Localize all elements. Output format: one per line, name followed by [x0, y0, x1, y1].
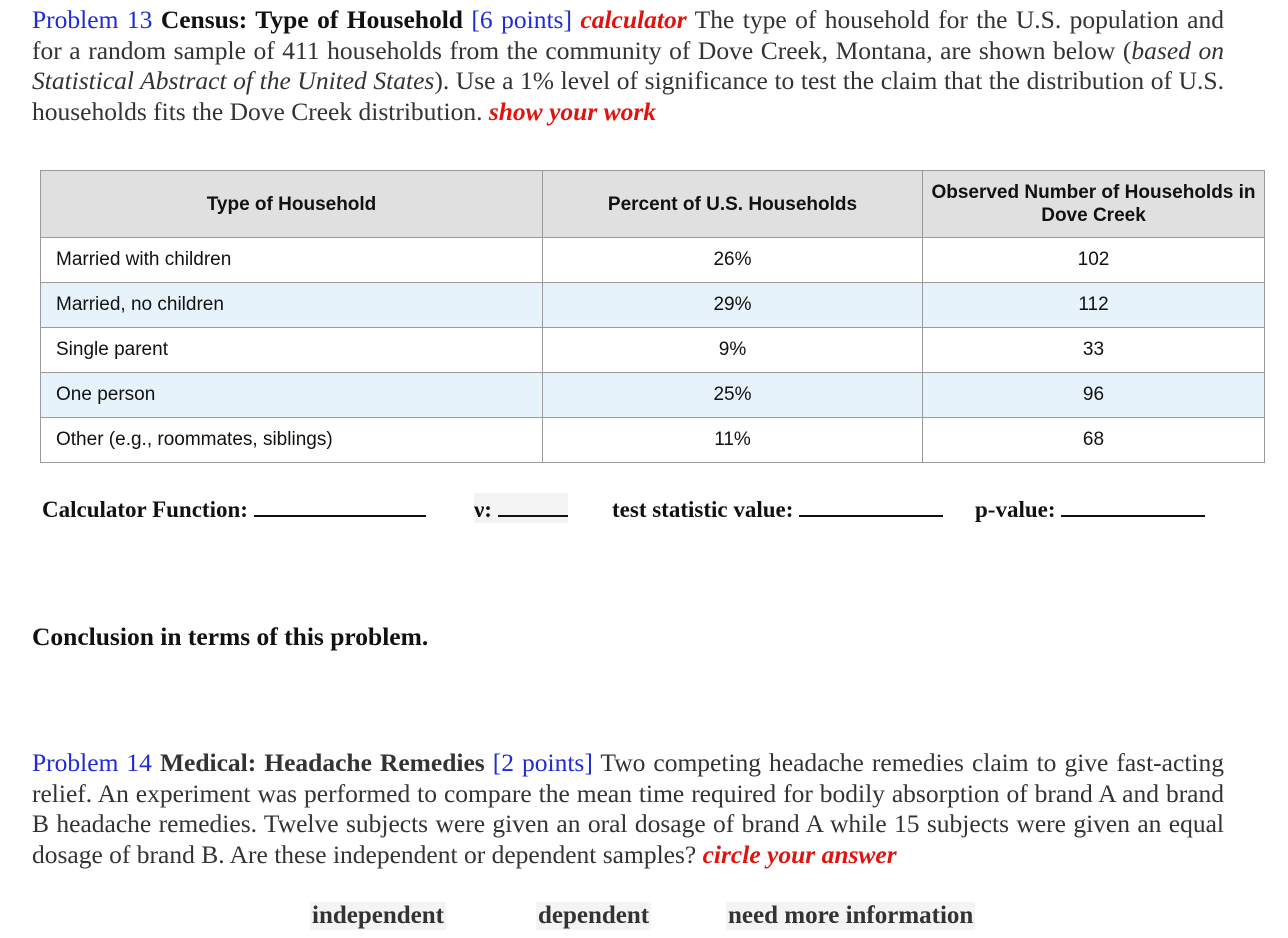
problem-13-label: Problem 13: [32, 5, 153, 34]
cell-percent: 29%: [543, 283, 923, 328]
problem-13-points: [6 points]: [471, 5, 572, 34]
problem-13-source: based on Statistical Abstract of the United States: [32, 35, 1224, 95]
header-type: Type of Household: [41, 171, 543, 238]
cell-observed: 33: [923, 328, 1265, 373]
problem-13-text-a: The type of household for the U.S. population and for a random sample of 411 households from the community of Dove Creek, Montana, are shown below (: [32, 5, 1224, 65]
table-row: [41, 418, 1265, 463]
problem-14-label: Problem 14: [32, 748, 152, 777]
problem-14-instruction: circle your answer: [702, 839, 897, 869]
problem-14-title: Medical: Headache Remedies: [159, 748, 485, 777]
option-independent[interactable]: independent: [312, 902, 444, 929]
problem-14-statement: [32, 748, 1224, 870]
cell-observed: 68: [923, 418, 1265, 463]
problem-13-statement: [32, 5, 1224, 127]
calculator-function-field: [42, 493, 426, 523]
cell-type: Other (e.g., roommates, siblings): [41, 418, 543, 463]
cell-percent: 9%: [543, 328, 923, 373]
cell-type: One person: [41, 373, 543, 418]
test-statistic-blank[interactable]: [799, 493, 943, 517]
problem-13-tag: calculator: [580, 5, 687, 34]
test-statistic-label: test statistic value:: [612, 497, 794, 522]
problem-13-title: Census: Type of Household: [160, 5, 463, 34]
p-value-field: [975, 493, 1205, 523]
header-percent: Percent of U.S. Households: [543, 171, 923, 238]
header-observed: Observed Number of Households in Dove Creek: [923, 171, 1265, 238]
test-statistic-field: [612, 493, 943, 523]
nu-field: [474, 493, 568, 523]
p-value-label: p-value:: [975, 497, 1056, 522]
cell-percent: 11%: [543, 418, 923, 463]
problem-13-text-b: ). Use a 1% level of significance to test the claim that the distribution of U.S. households fits the Dove Creek distribution.: [32, 66, 1224, 126]
cell-percent: 26%: [543, 238, 923, 283]
cell-observed: 112: [923, 283, 1265, 328]
household-table: [40, 170, 1265, 463]
problem-14-text: Two competing headache remedies claim to give fast-acting relief. An experiment was performed to compare the mean time required for bodily absorption of brand A and brand B headache remedies. Twelve subjects were given an oral dosage of brand A while 15 subjects were given an equal dosage of brand B. Are these independent or dependent samples?: [32, 748, 1224, 869]
problem-14-points: [2 points]: [492, 748, 593, 777]
nu-blank[interactable]: [498, 493, 568, 517]
calculator-function-label: Calculator Function:: [42, 497, 248, 522]
problem-13-instruction: show your work: [488, 96, 657, 126]
option-dependent[interactable]: dependent: [538, 902, 650, 929]
cell-type: Married, no children: [41, 283, 543, 328]
cell-observed: 102: [923, 238, 1265, 283]
cell-type: Single parent: [41, 328, 543, 373]
cell-type: Married with children: [41, 238, 543, 283]
table-row: [41, 373, 1265, 418]
p-value-blank[interactable]: [1061, 493, 1205, 517]
table-row: [41, 328, 1265, 373]
table-row: [41, 283, 1265, 328]
option-need-more-information[interactable]: need more information: [728, 902, 974, 929]
calculator-function-blank[interactable]: [254, 493, 426, 517]
conclusion-heading: Conclusion in terms of this problem.: [32, 622, 429, 651]
nu-label: ν:: [474, 497, 492, 522]
cell-observed: 96: [923, 373, 1265, 418]
table-header-row: [41, 171, 1265, 238]
cell-percent: 25%: [543, 373, 923, 418]
table-row: [41, 238, 1265, 283]
